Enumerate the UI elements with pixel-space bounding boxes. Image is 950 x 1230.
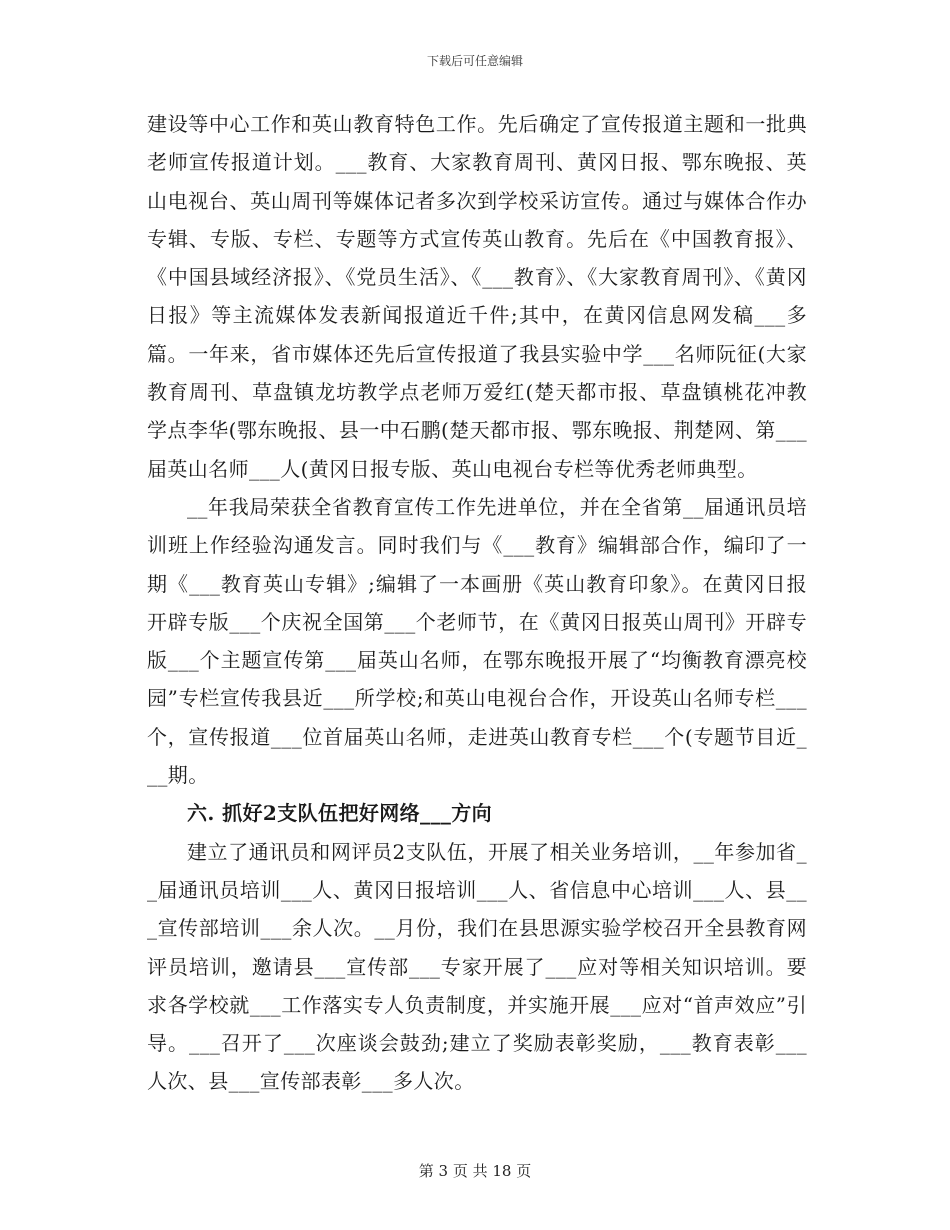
page-header-note: 下载后可任意编辑 xyxy=(426,54,523,68)
paragraph-2: __年我局荣获全省教育宣传工作先进单位，并在全省第__届通讯员培训班上作经验沟通发言。同时我们与《___教育》编辑部合作，编印了一期《___教育英山专辑》;编辑了一本画册《英山教育印象》。在黄冈日报开辟专版___个庆祝全国第___个老师节，在《黄冈日报英山周刊》开辟专版___个主题宣传第___届英山名师，在鄂东晚报开展了“均衡教育漂亮校园”专栏宣传我县近___所学校;和英山电视台合作，开设英山名师专栏___个，宣传报道___位首届英山名师，走进英山教育专栏___个(专题节目近___期。 xyxy=(147,494,807,788)
paragraph-1: 建设等中心工作和英山教育特色工作。先后确定了宣传报道主题和一批典老师宣传报道计划。___教育、大家教育周刊、黄冈日报、鄂东晚报、英山电视台、英山周刊等媒体记者多次到学校采访宣传。通过与媒体合作办专辑、专版、专栏、专题等方式宣传英山教育。先后在《中国教育报》、《中国县域经济报》、《党员生活》、《___教育》、《大家教育周刊》、《黄冈日报》等主流媒体发表新闻报道近千件;其中，在黄冈信息网发稿___多篇。一年来，省市媒体还先后宣传报道了我县实验中学___名师阮征(大家教育周刊、草盘镇龙坊教学点老师万爱红(楚天都市报、草盘镇桃花冲教学点李华(鄂东晚报、县一中石鹏(楚天都市报、鄂东晚报、荆楚网、第___届英山名师___人(黄冈日报专版、英山电视台专栏等优秀老师典型。 xyxy=(147,112,807,481)
section-heading: 六. 抓好2支队伍把好网络___方向 xyxy=(187,801,493,826)
document-body xyxy=(147,105,807,1101)
page-footer-number: 第 3 页 共 18 页 xyxy=(418,1162,532,1180)
paragraph-3: 建立了通讯员和网评员2支队伍，开展了相关业务培训，__年参加省__届通讯员培训___人、黄冈日报培训___人、省信息中心培训___人、县___宣传部培训___余人次。__月份，我们在县思源实验学校召开全县教育网评员培训，邀请县___宣传部___专家开展了___应对等相关知识培训。要求各学校就___工作落实专人负责制度，并实施开展___应对“首声效应”引导。___召开了___次座谈会鼓劲;建立了奖励表彰奖励，___教育表彰___人次、县___宣传部表彰___多人次。 xyxy=(147,839,807,1094)
